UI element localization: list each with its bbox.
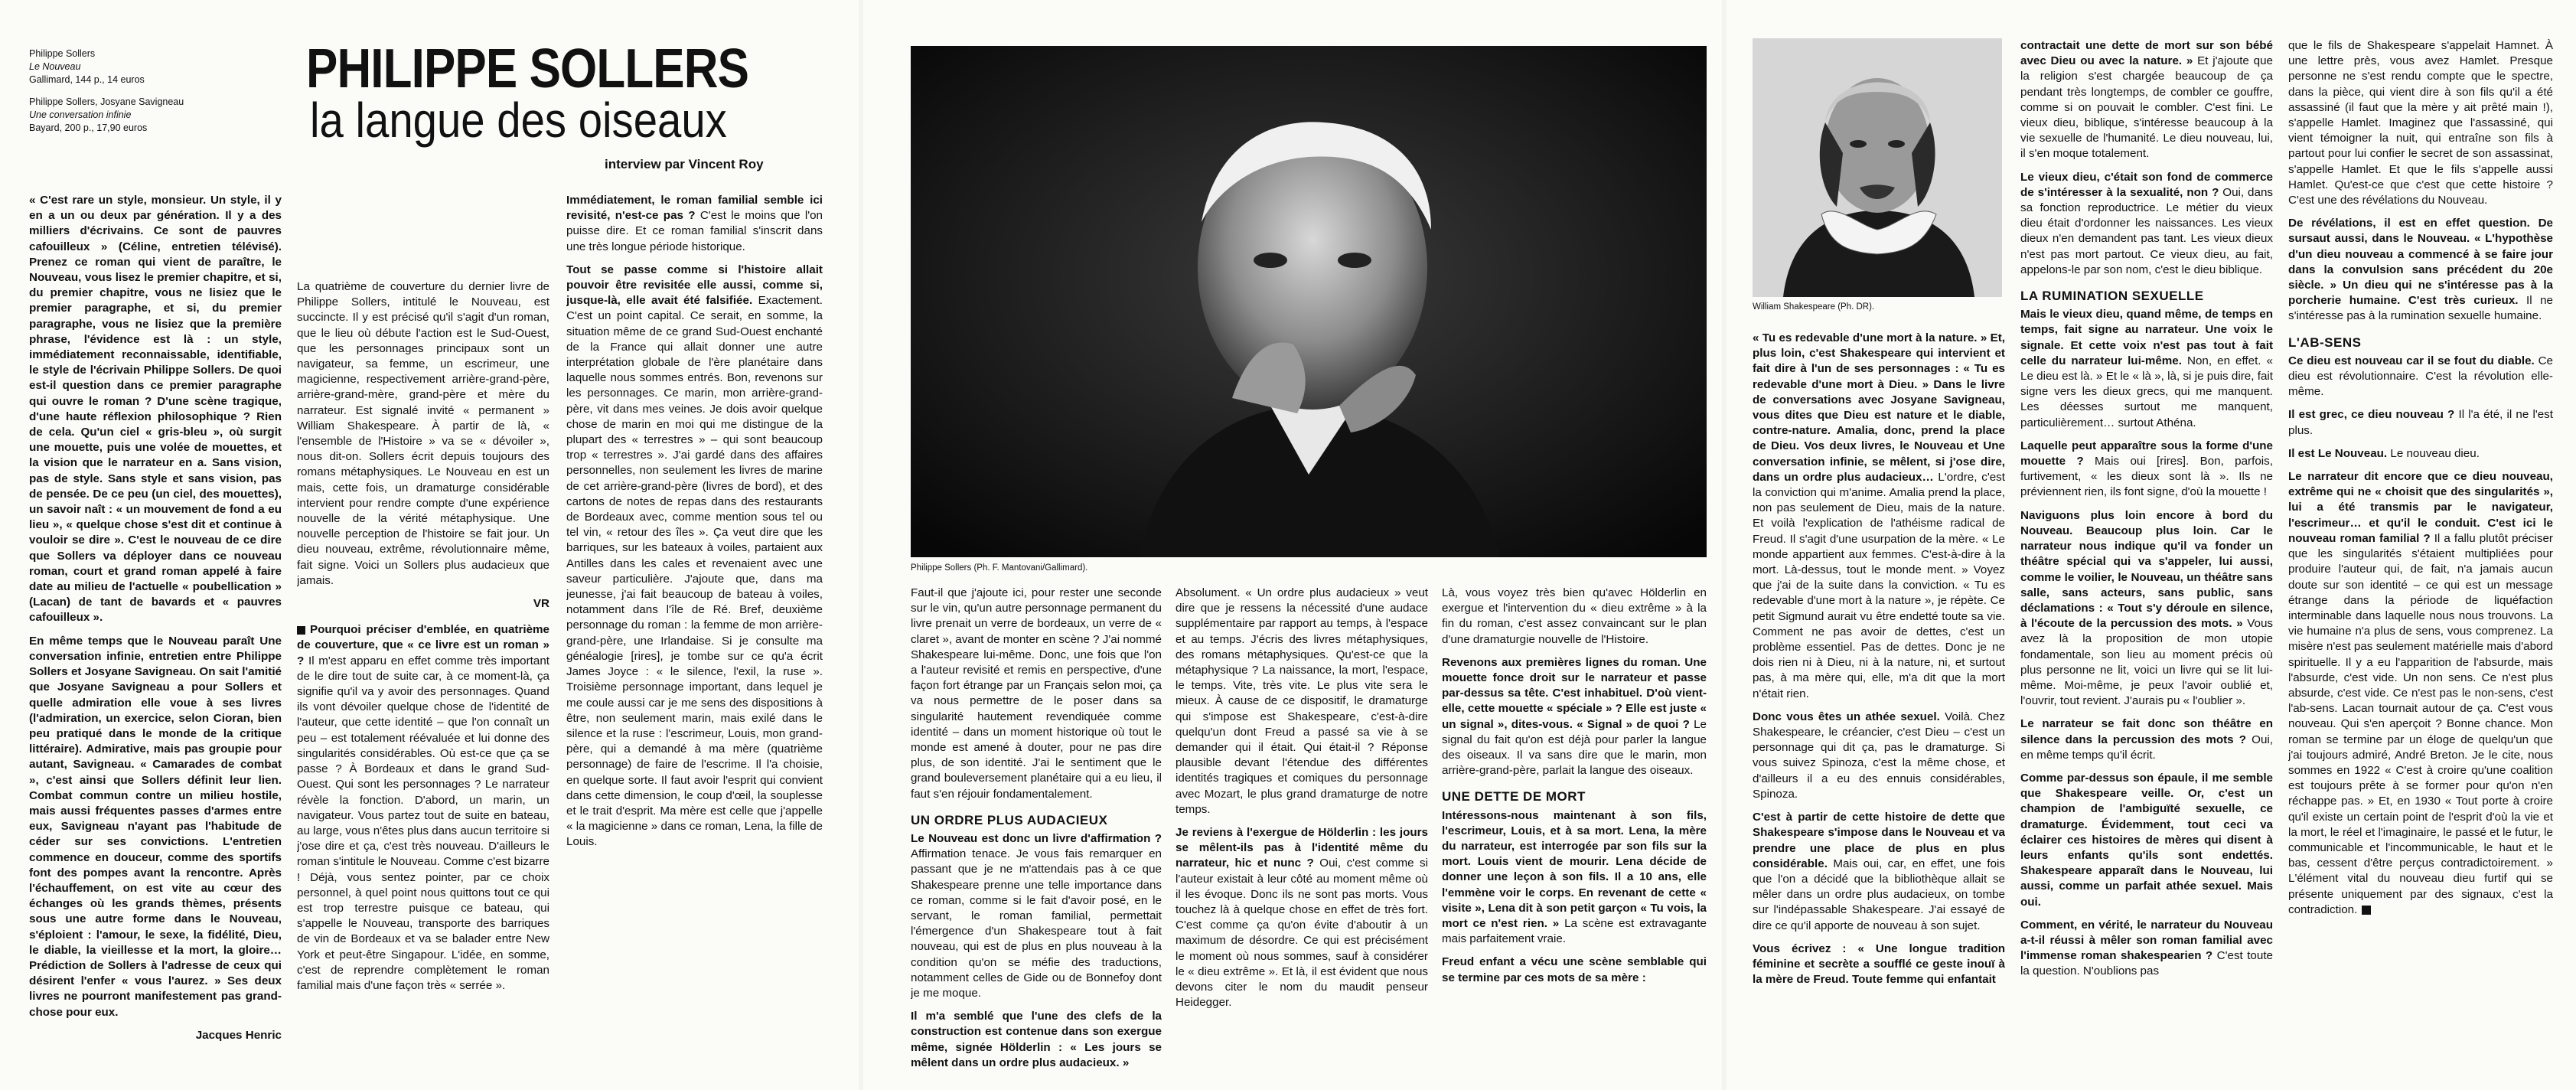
question-13: Ce dieu est nouveau car il se fout du diable. Ce dieu est révolutionnaire. C'est la révolution elle-même. [2288, 354, 2553, 399]
column-3 [566, 193, 823, 1081]
intro-signature: Jacques Henric [195, 1028, 282, 1042]
question-2: Donc vous êtes un athée sexuel. Voilà. Chez Shakespeare, le créancier, c'est Dieu – c'est un personnage qui dit ça, pas le dramaturge. Si vous suivez Spinoza, c'est la même chose, et d'ailleurs il a eu des ennuis considérables, Spinoza. [1753, 710, 2005, 801]
article-title: PHILIPPE SOLLERS [306, 38, 749, 100]
shakespeare-illustration [1753, 38, 2002, 297]
question-15: Il est Le Nouveau. Le nouveau dieu. [2288, 446, 2480, 460]
question-7: Revenons aux premières lignes du roman. Une mouette fonce droit sur le narrateur et passe par-dessus sa tête. C'est inhabituel. D'où vient-elle, cette mouette « spéciale » ? Elle est juste « un signal », dites-vous. « Signal » de quoi ? Le signal du fait qu'on est déjà pour parler la langue des oiseaux. Il va sans dire que le marin, mon arrière-grand-père, parlait la langue des oiseaux. [1442, 655, 1707, 778]
shakespeare-engraving [1753, 38, 2002, 297]
section-heading-1: LA RUMINATION SEXUELLE [2020, 289, 2204, 304]
question-4-start: Vous écrivez : « Une longue tradition féminine et secrète a soufflé ce geste inouï à la mère de Freud. Toute femme qui enfantait [1753, 942, 2005, 987]
book-references [29, 47, 220, 144]
question-14: Il est grec, ce dieu nouveau ? Il l'a été, il ne l'est plus. [2288, 408, 2553, 437]
question-11: Comment, en vérité, le narrateur du Nouveau a-t-il réussi à mêler son roman familial avec l'immense roman shakespearien ? C'est toute la question. N'oublions pas [2020, 918, 2273, 978]
section-square-icon [297, 626, 305, 635]
question-5-start: Il m'a semblé que l'une des clefs de la construction est contenue dans son exergue même, signée Hölderlin : « Les jours se mêlent dans un ordre plus audacieux. » [911, 1010, 1162, 1069]
column-2 [297, 279, 549, 1079]
intro-column [29, 193, 282, 1081]
question-9: Freud enfant a vécu une scène semblable qui se termine par ces mots de sa mère : [1442, 955, 1707, 984]
page-middle [863, 0, 1722, 1090]
portrait-photo [911, 46, 1707, 557]
book-reference-1: Philippe Sollers Le Nouveau Gallimard, 144 p., 14 euros [29, 48, 145, 85]
chapeau-signature: VR [533, 597, 549, 611]
question-6: Mais le vieux dieu, quand même, de temps en temps, fait signe au narrateur. Une voix le signale. Et cette voix n'est pas tout à fait celle du narrateur lui-même. Non, en effet. « Le dieu est là. » Et le « là », là, si je puis dire, fait signe vers les dieux grecs, qui me manquent. Les déesses surtout me manquent, particulièrement… surtout Athéna. [2020, 308, 2273, 429]
question-4-end: contractait une dette de mort sur son bébé avec Dieu ou avec la nature. » Et j'ajoute que la religion s'est chargée beaucoup de ça pendant très longtemps, de combler ce gouffre, comme si on pouvait le combler. C'est fini. Le vieux dieu, biblique, s'intéresse beaucoup à la vie sexuelle de l'humanité. Le dieu nouveau, lui, il s'en moque totalement. [2020, 39, 2273, 161]
book-reference-2: Philippe Sollers, Josyane Savigneau Une conversation infinie Bayard, 200 p., 17,90 euros [29, 96, 184, 133]
question-2: Immédiatement, le roman familial semble ici revisité, n'est-ce pas ? C'est le moins que l'on puisse dire. Et ce roman familial s'inscrit dans une très longue période historique. [566, 194, 823, 253]
chapeau-paragraph: La quatrième de couverture du dernier livre de Philippe Sollers, intitulé le Nouveau, est succincte. Il y est précisé qu'il s'agit d'un roman, que le lieu où débute l'action est le Sud-Ouest, que les personnages principaux sont un navigateur, sa femme, un escrimeur, une magicienne, respectivement arrière-grand-père, arrière-grand-mère, grand-père et mère du narrateur. Est signalé invité « permanent » William Shakespeare. À partir de là, « l'ensemble de l'Histoire » va se « dévoiler », nous dit-on. Sollers écrit depuis toujours des romans métaphysiques. Le Nouveau en est un mais, cette fois, un dramaturge considérable intervient pour rendre compte d'une expérience nouvelle de la vérité métaphysique. Une nouvelle perception de l'histoire se fait jour. Un dieu nouveau, extrême, révolutionnaire même, fait signe. Voici un Sollers plus audacieux que jamais. [297, 280, 549, 587]
column-1 [911, 586, 1162, 1079]
question-8: Intéressons-nous maintenant à son fils, l'escrimeur, Louis, et à sa mort. Lena, la mère du narrateur, est interrogée par son fils sur la mort. Louis vient de mourir. Lena décide de donner une leçon à son fils. Il a 10 ans, elle l'emmène voir le corps. En revenant de cette « visite », Lena dit à son petit garçon « Tu vois, la mort ce n'est rien. » La scène est extravagante mais parfaitement vraie. [1442, 808, 1707, 946]
question-continuation: « Tu es redevable d'une mort à la nature. » Et, plus loin, c'est Shakespeare qui intervient et fait dire à l'un de ses personnages : « Tu es redevable d'une mort à Dieu. » Dans le livre de conversations avec Josyane Savigneau, vous dites que Dieu est nature et le diable, contre-nature. Amalia, donc, prend la place de Dieu. Vos deux livres, le Nouveau et Une conversation infinie, se mêlent, si j'ose dire, dans un ordre plus audacieux… L'ordre, c'est la conviction qui m'anime. Amalia prend la place, non pas seulement de Dieu, mais de la nature. Et voilà l'explication de l'athéisme radical de Freud. Il s'agit d'une usurpation de la mère. « Le monde appartient aux femmes. C'est-à-dire à la mort. Là-dessus, tout le monde ment. » Voyez que j'ai de la suite dans la conviction. « Tu es redevable d'une mort à la nature », je répète. Ce petit Sigmund aurait vu être endetté toute sa vie. Comment ne pas avoir de dettes, c'est un problème essentiel. Pas de dettes. Donc je ne dois rien ni à Dieu, ni à la nature, ni, et surtout pas, à ma mère qui, elle, m'a dit que la mort n'était rien. [1753, 331, 2005, 700]
shakespeare-caption: William Shakespeare (Ph. DR). [1753, 302, 1875, 312]
byline: interview par Vincent Roy [605, 157, 764, 171]
question-8: Naviguons plus loin encore à bord du Nouveau. Beaucoup plus loin. Car le narrateur nous indique qu'il va fonder un théâtre spécial qui va s'appeler, lui aussi, comme le voilier, le Nouveau, un théâtre sans salle, sans acteurs, sans public, sans déclamations : « Tout s'y déroule en silence, à l'écoute de la percussion des mots. » Vous avez là la proposition de mon utopie fondamentale, son lieu au moment précis où plus personne ne lit, voici un livre qui se lit lui-même. Moi-même, je peux l'avoir oublié et, l'ouvrir, tout revient. J'aurais pu « l'oublier ». [2020, 508, 2273, 708]
question-3: Tout se passe comme si l'histoire allait pouvoir être revisitée elle aussi, comme si, jusque-là, elle avait été falsifiée. Exactement. C'est un point capital. Ce serait, en somme, la situation même de ce grand Sud-Ouest enchanté de la France qui allait donner une autre interprétation globale de l'ère planétaire dans laquelle nous sommes entrés. Bon, revenons sur les personnages. Ce marin, mon arrière-grand-père, vit dans mes veines. Je dois avoir quelque chose de marin en moi qui me distingue de la plupart des « terrestres » – qui sont beaucoup trop « terrestres ». J'ai gardé dans des affaires personnelles, non seulement les livres de marine de cet arrière-grand-père (livres de bord), et des cartons de notes de repas dans des restaurants de Bordeaux avec, comme mention sous tel ou tel vin, « retour des îles ». Ça veut dire que les barriques, sur les bateaux à voiles, partaient aux Antilles dans les cales et revenaient avec une saveur particulière. J'ajoute que, dans ma jeunesse, j'ai fait beaucoup de bateau à voiles, notamment dans l'île de Ré. Bref, deuxième personnage du roman : la femme de mon arrière-grand-père, une Irlandaise. Si je consulte ma généalogie [rires], je tombe sur ce qu'a écrit James Joyce : « le silence, l'exil, la ruse ». Troisième personnage important, dans lequel je me coule aussi car je me sens des dispositions à être, non seulement marin, mais exilé dans le silence et la ruse : l'escrimeur, Louis, mon grand-père, qui a demandé à ma mère (quatrième personnage) de faire de l'escrime. Il l'a choisie, en quelque sorte. Il faut avoir l'esprit qui convient dans cette dimension, le coup d'œil, la souplesse et le trait d'esprit. Ma mère est celle que j'appelle « la magicienne » dans ce roman, Lena, la fille de Louis. [566, 263, 823, 849]
question-9: Le narrateur se fait donc son théâtre en silence dans la percussion des mots ? Oui, en même temps qu'il écrit. [2020, 717, 2273, 762]
column-3 [2288, 38, 2553, 1081]
intro-paragraph-2: En même temps que le Nouveau paraît Une conversation infinie, entretien entre Philippe Sollers et Josyane Savigneau. On sait l'amitié que Josyane Savigneau a pour Sollers et quelle admiration elle voue à ses livres (l'admiration, un exercice, selon Cioran, bien peu pratiqué dans le monde de la critique littéraire). Admirative, mais pas groupie pour autant, Savigneau. « Camarades de combat », c'est ainsi que Sollers définit leur lien. Combat commun contre un milieu hostile, mais aussi fréquentes passes d'armes entre eux, Savigneau n'ayant pas l'habitude de céder sur ses convictions. L'entretien commence en douceur, comme des sportifs font des pompes avant la rencontre. Après l'échauffement, on est vite au cœur des échanges où les grands thèmes, présents sous une autre forme dans le Nouveau, s'éploient : l'amour, le sexe, la fidélité, Dieu, le diable, la vieillesse et la mort, la gloire… Prédiction de Sollers à l'adresse de ceux qui désirent l'enfer « vous l'aurez. » Ses deux livres ne pourront manifestement pas grand-chose pour eux. [29, 634, 282, 1019]
end-square-icon [2362, 906, 2371, 915]
question-10: Comme par-dessus son épaule, il me semble que Shakespeare veille. Or, c'est un champion de l'ambiguïté sexuelle, ce dramaturge. Évidemment, tout ceci va éclairer ces histoires de mères qui disent à leurs enfants qu'ils sont endettés. Shakespeare apparaît dans le Nouveau, lui aussi, comme un parfait athée sexuel. Mais oui. [2020, 771, 2273, 909]
question-3: C'est à partir de cette histoire de dette que Shakespeare s'impose dans le Nouveau et va prendre une place de plus en plus considérable. Mais oui, car, en effet, une fois que l'on a décidé que la bibliothèque allait se mêler dans un ordre plus audacieux, on tombe sur l'indépassable Shakespeare. J'ai essayé de dire ce qu'il apporte de nouveau à son sujet. [1753, 811, 2005, 932]
column-1 [1753, 331, 2005, 1081]
portrait-illustration [911, 46, 1707, 557]
answer-continuation: que le fils de Shakespeare s'appelait Hamnet. À une lettre près, vous avez Hamlet. Presque personne ne s'est rendu compte que le spectre, dans la pièce, qui vient dire à son fils qu'il a été assassiné (il faut que la mère y ait prêté main !), s'appelle Hamlet. Imaginez que l'assassiné, qui vient témoigner la nuit, qui entraîne son fils à partout pour lui confier le secret de son assassinat, s'appelle Hamlet. Et que le fils s'appelle aussi Hamlet. Qu'est-ce que c'est que cette histoire ? C'est une des révélations du Nouveau. [2288, 39, 2553, 207]
column-2 [1176, 586, 1428, 1079]
question-16: Le narrateur dit encore que ce dieu nouveau, extrême qui ne « choisit que des singularités », lui a été transmis par le navigateur, l'escrimeur… et qu'il le conduit. C'est ici le nouveau roman familial ? Il a fallu plutôt préciser que les singularités s'étaient multipliées pour produire l'auteur qui, de fait, n'a jamais aucun doute sur son identité – ce qui est un message étrange dans la période de liquéfaction interminable dans laquelle nous nous trouvons. La vie humaine n'a plus de sens, vous comprenez. La misère n'est pas seulement matérielle mais d'abord spirituelle. Il y a eu l'apparition de l'absurde, mais l'absurde, c'est vide. Un non sens. Ce n'est plus absurde, c'est vide. Ce n'est pas le non-sens, c'est l'ab-sens. Lacan tournait autour de ça. C'est vous nouveau. Qui s'en aperçoit ? Bonne chance. Mon roman se termine par un éloge de quelqu'un que j'ai toujours admiré, André Breton. Je le cite, nous sommes en 1922 « C'est à croire qu'une coalition est toujours prête à se former pour qu'on n'en réchappe pas. » Et, en 1930 « Tout porte à croire qu'il existe un certain point de l'esprit d'où la vie et la mort, le réel et l'imaginaire, le passé et le futur, le communicable et l'incommunicable, le haut et le bas, cessent d'être perçus contradictoirement. » L'élément vital du nouveau dieu furtif qui se présente uniquement par des signaux, c'est la contradiction. [2288, 470, 2553, 916]
question-7: Laquelle peut apparaître sous la forme d'une mouette ? Mais oui [rires]. Bon, parfois, furtivement, « les dieux sont là ». Ils ne préviennent rien, ils font signe, d'où la mouette ! [2020, 439, 2273, 499]
article-subtitle: la langue des oiseaux [310, 93, 727, 148]
section-heading-2: UNE DETTE DE MORT [1442, 789, 1586, 804]
question-12: De révélations, il est en effet question. De sursaut aussi, dans le Nouveau. « L'hypothèse d'un dieu nouveau a commencé à se faire jour dans la convulsion sans précédent du 20e siècle. » Un dieu qui ne s'intéresse pas à la porcherie humaine. C'est très curieux. Il ne s'intéresse pas à la rumination sexuelle humaine. [2288, 217, 2553, 323]
answer-5: Absolument. « Un ordre plus audacieux » veut dire que je ressens la nécessité d'une audace supplémentaire par rapport au temps, à l'espace et au temps. J'écris des livres métaphysiques, des romans métaphysiques. Qu'est-ce que la métaphysique ? La naissance, la mort, l'espace, le temps. Vite, très vite. Le plus vite sera le mieux. À cause de ce dispositif, le dramaturge qui s'impose est Shakespeare, c'est-à-dire quelqu'un dont Freud a passé sa vie à se demander qui il était. Qui était-il ? Réponse plausible devant l'étendue des différentes identités tragiques et comiques du personnage avec Mozart, le plus grand dramaturge de notre temps. [1176, 586, 1428, 816]
column-3 [1442, 586, 1707, 1079]
paragraph-1: Faut-il que j'ajoute ici, pour rester une seconde sur le vin, qu'un autre personnage permanent du livre prenait un verre de bordeaux, un verre de « claret », avant de monter en scène ? J'ai nommé Shakespeare lui-même. Donc, une fois que l'on a l'auteur revisité et remis en perspective, d'une façon fort étrange par un Français selon moi, ça va nous permettre de le poser dans sa singularité hautement revendiquée comme identité – dans un moment historique où tout le monde est amené à douter, pour ne pas dire plus, de son identité. J'ai le sentiment que le grand bouleversement planétaire qui a eu lieu, il faut s'en réjouir fondamentalement. [911, 586, 1162, 801]
question-6: Je reviens à l'exergue de Hölderlin : les jours se mêlent-ils pas à l'identité même du narrateur, hic et nunc ? Oui, c'est comme si l'auteur existait à leur côté au moment même où il les évoque. Donc ils ne sont pas morts. Vous touchez là à quelque chose en effet de très fort. C'est comme ça qu'on évite d'aboutir à un maximum de désordre. Ce qui est précisément le moment où nous sommes, sauf à considérer le « dieu extrême ». Et là, il est évident que nous devons citer le nom du maudit penseur Heidegger. [1176, 826, 1428, 1010]
question-1: Pourquoi préciser d'emblée, en quatrième de couverture, que « ce livre est un roman » ? Il m'est apparu en effet comme très important de le dire tout de suite car, à ce moment-là, ça signifie qu'il va y avoir des personnages. Quand ils vont dévoiler quelque chose de l'identité de l'auteur, que cette identité – que l'on connaît un peu – est totalement réévaluée et lui donne des singularités considérables. Où est-ce que ça se passe ? À Bordeaux et dans le grand Sud-Ouest. Qui sont les personnages ? Le narrateur révèle la fonction. D'abord, un marin, un navigateur. Vous partez tout de suite en bateau, au large, vous n'êtes plus dans aucun territoire si j'ose dire et ça, c'est très nouveau. D'ailleurs le roman s'intitule le Nouveau. Comme c'est bizarre ! Déjà, vous sentez pointer, par ce choix personnel, à quel point nous quittons tout ce qui est trop terrestre puisque ce bateau, qui s'appelle le Nouveau, transporte des barriques de vin de Bordeaux et va se balader entre New York et peut-être Singapour. L'idée, en somme, c'est de reprendre complètement le roman familial mais d'une façon très « serrée ». [297, 623, 549, 992]
paragraph-continuation: Là, vous voyez très bien qu'avec Hölderlin en exergue et l'intervention du « dieu extrême » à la fin du roman, c'est assez convaincant sur le plan d'une dramaturgie nouvelle de l'Histoire. [1442, 586, 1707, 646]
page-left [0, 0, 859, 1090]
question-4: Le Nouveau est donc un livre d'affirmation ? Affirmation tenace. Je vous fais remarquer en passant que je ne m'attendais pas à ce que Shakespeare prenne une telle importance dans ce roman, comme si le fait d'avoir posé, en le servant, le roman familial, permettait l'émergence d'un Shakespeare tout à fait nouveau, qui est de plus en plus nouveau à la condition qu'on se méfie des traductions, notamment celles de Gide ou de Bonnefoy dont je me moque. [911, 832, 1162, 1000]
section-heading-1: UN ORDRE PLUS AUDACIEUX [911, 812, 1108, 827]
intro-paragraph: « C'est rare un style, monsieur. Un style, il y en a un ou deux par génération. Il y a des milliers d'écrivains. Ce sont de pauvres cafouilleux » (Céline, entretien télévisé). Prenez ce roman qui vient de paraître, le Nouveau, vous lisez le premier chapitre, et si, du premier chapitre, vous ne lisiez que le premier paragraphe, et si, du premier paragraphe, vous ne lisiez que la première phrase, l'évidence est là : un style, immédiatement reconnaissable, identifiable, le style de l'écrivain Philippe Sollers. De quoi est-il question dans ce premier paragraphe qui ouvre le roman ? D'une scène tragique, d'une haute réflexion philosophique ? Rien de cela. Qu'un ciel « gris-bleu », où surgit une mouette, puis une volée de mouettes, et la vision que le narrateur en a. Sans vision, pas de style. Sans style et sans vision, pas de pensée. De ce peu (un ciel, des mouettes), un savoir naît : « un mouvement de fond a eu lieu », « quelque chose s'est dit et continue à vouloir se dire ». C'est le nouveau de ce dire que Sollers va déployer dans ce nouveau roman, court et grand roman appelé à faire date au milieu de l'actuelle « poubellication » (Lacan) de tant de bavards et « pauvres cafouilleux ». [29, 194, 282, 625]
page-right [1727, 0, 2576, 1090]
section-heading-2: L'AB-SENS [2288, 335, 2362, 350]
column-2 [2020, 38, 2273, 1081]
portrait-caption: Philippe Sollers (Ph. F. Mantovani/Gallimard). [911, 563, 1088, 573]
question-5: Le vieux dieu, c'était son fond de commerce de s'intéresser à la sexualité, non ? Oui, dans sa fonction reproductrice. Le métier du vieux dieu était d'ordonner les naissances. Les vieux dieux n'en demandent pas tant. Les vieux dieux n'est pas mort partout. Ce vieux dieu, au fait, appelons-le par son nom, c'est le dieu biblique. [2020, 170, 2273, 276]
